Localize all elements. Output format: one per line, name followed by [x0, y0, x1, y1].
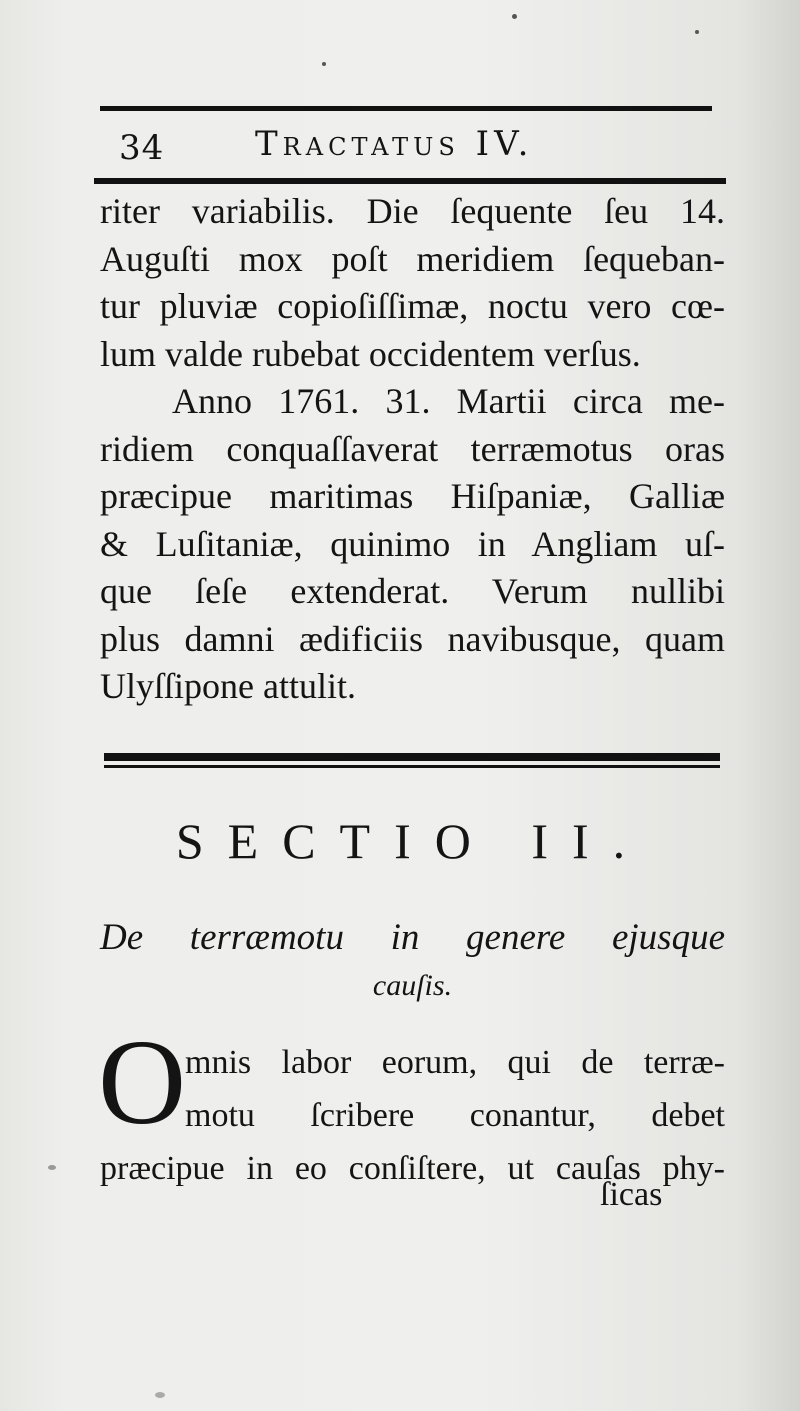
body-paragraph-earthquake-1761	[100, 378, 725, 711]
text-line: plus damni ædificiis navibusque, quam	[100, 618, 725, 659]
text-line: mnis labor eorum, qui de terræ-	[185, 1044, 725, 1081]
text-line: lum valde rubebat occidentem verſus.	[100, 333, 641, 374]
subtitle-line: De terræmotu in genere ejusque	[100, 917, 725, 958]
paper-speck	[322, 62, 326, 66]
drop-cap: O	[98, 1015, 187, 1150]
catchword: ſicas	[600, 1176, 663, 1213]
header-bottom-rule	[94, 178, 726, 184]
paper-speck	[48, 1165, 56, 1170]
text-line: ridiem conquaſſaverat terræmotus oras	[100, 428, 725, 469]
section-subtitle	[100, 912, 725, 1008]
text-line: præcipue in eo conſiſtere, ut cauſas phy-	[100, 1150, 725, 1187]
running-title: Tractatus IV.	[255, 124, 534, 164]
page-number: 34	[119, 128, 165, 168]
text-line: tur pluviæ copioſiſſimæ, noctu vero cœ-	[100, 286, 725, 326]
paper-speck	[512, 14, 517, 19]
text-line: Anno 1761. 31. Martii circa me-	[172, 381, 725, 421]
text-line: præcipue maritimas Hiſpaniæ, Galliæ	[100, 476, 725, 516]
section-divider-thick	[104, 753, 720, 761]
text-line: riter variabilis. Die ſequente ſeu 14.	[100, 191, 725, 231]
text-line: Ulyſſipone attulit.	[100, 666, 356, 706]
text-line: & Luſitaniæ, quinimo in Angliam uſ-	[100, 523, 725, 564]
running-header	[105, 118, 715, 168]
text-line: Auguſti mox poſt meridiem ſequeban-	[100, 238, 725, 279]
subtitle-line: cauſis.	[372, 969, 453, 1002]
paper-speck	[695, 30, 699, 34]
section-divider-thin	[104, 765, 720, 768]
text-line: motu ſcribere conantur, debet	[185, 1097, 725, 1134]
body-paragraph-continued	[100, 188, 725, 378]
text-line: que ſeſe extenderat. Verum nullibi	[100, 571, 725, 611]
body-paragraph-indented	[185, 1036, 725, 1142]
section-title: SECTIO II.	[175, 813, 650, 869]
header-top-rule	[100, 106, 712, 111]
paper-speck	[155, 1392, 165, 1398]
